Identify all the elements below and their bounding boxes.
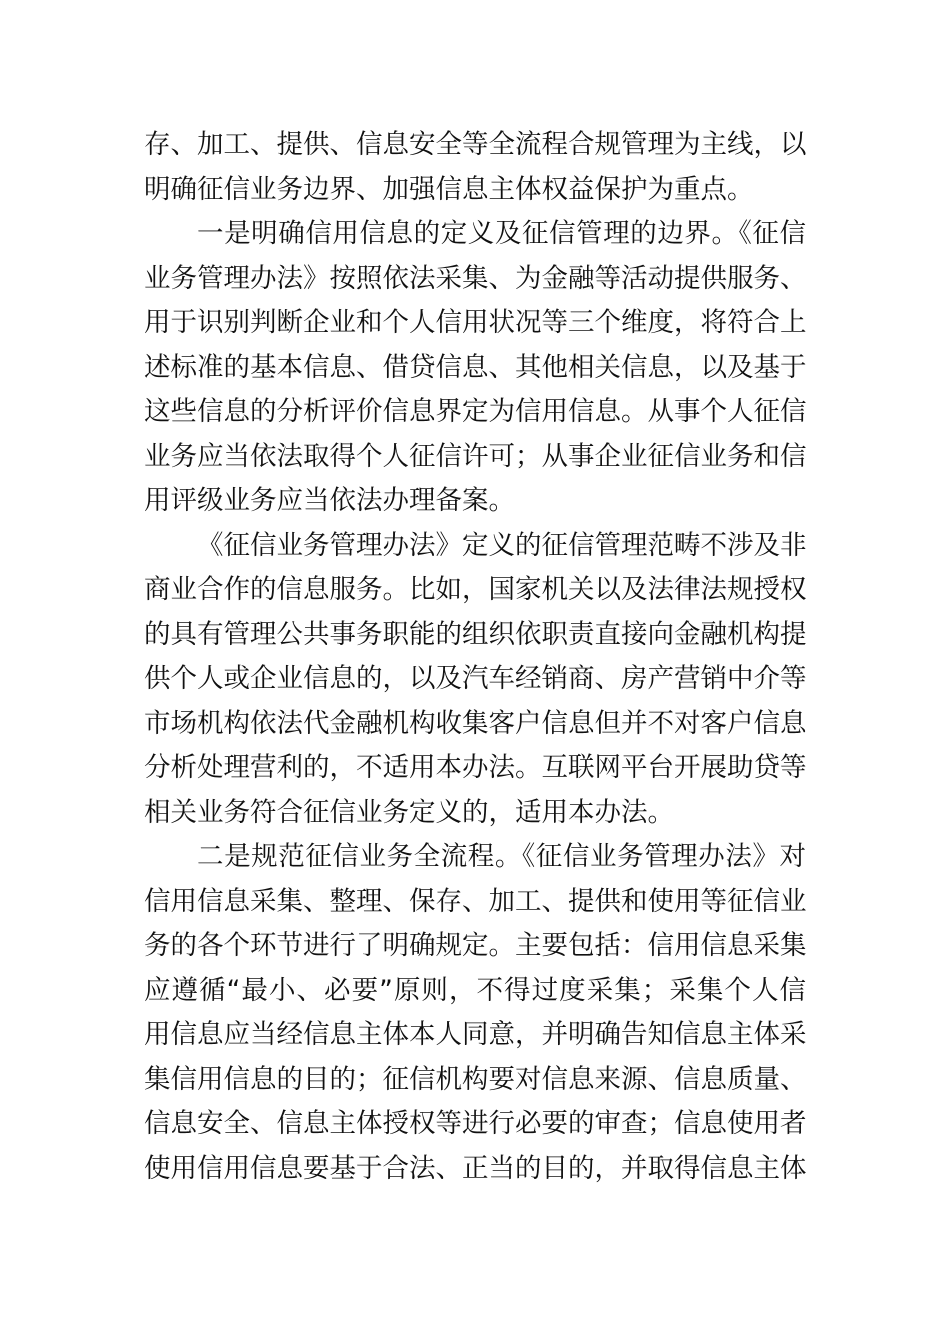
text-line: 用信息应当经信息主体本人同意，并明确告知信息主体采 (144, 1019, 807, 1050)
text-line: 二是规范征信业务全流程。《征信业务管理办法》对 (197, 841, 806, 872)
text-line: 相关业务符合征信业务定义的，适用本办法。 (144, 796, 674, 828)
text-line: 务的各个环节进行了明确规定。主要包括：信用信息采集 (144, 930, 807, 961)
text-line: 业务管理办法》按照依法采集、为金融等活动提供服务、 (144, 262, 807, 294)
text-line: 用于识别判断企业和个人信用状况等三个维度，将符合上 (144, 307, 807, 338)
text-line: 集信用信息的目的；征信机构要对信息来源、信息质量、 (144, 1063, 807, 1095)
text-line: 《征信业务管理办法》定义的征信管理范畴不涉及非 (197, 529, 807, 561)
text-line: 商业合作的信息服务。比如，国家机关以及法律法规授权 (144, 574, 807, 605)
text-line: 市场机构依法代金融机构收集客户信息但并不对客户信息 (144, 707, 807, 739)
text-line: 供个人或企业信息的，以及汽车经销商、房产营销中介等 (144, 663, 807, 694)
text-line: 的具有管理公共事务职能的组织依职责直接向金融机构提 (144, 618, 807, 650)
text-line: 信息安全、信息主体授权等进行必要的审查；信息使用者 (144, 1108, 807, 1139)
paragraph (144, 524, 806, 836)
text-line: 应遵循“最小、必要”原则，不得过度采集；采集个人信 (144, 974, 806, 1006)
paragraph (144, 212, 806, 524)
text-line: 明确征信业务边界、加强信息主体权益保护为重点。 (144, 173, 754, 205)
text-line: 信用信息采集、整理、保存、加工、提供和使用等征信业 (144, 885, 807, 917)
text-line: 业务应当依法取得个人征信许可；从事企业征信业务和信 (144, 440, 807, 472)
paragraph (144, 123, 806, 212)
text-line: 这些信息的分析评价信息界定为信用信息。从事个人征信 (144, 396, 807, 427)
text-line: 使用信用信息要基于合法、正当的目的，并取得信息主体 (144, 1152, 807, 1184)
body-text (144, 123, 806, 1191)
text-line: 述标准的基本信息、借贷信息、其他相关信息，以及基于 (144, 351, 807, 383)
paragraph (144, 835, 806, 1191)
text-line: 用评级业务应当依法办理备案。 (144, 485, 515, 516)
text-line: 存、加工、提供、信息安全等全流程合规管理为主线，以 (144, 129, 807, 160)
text-line: 分析处理营利的，不适用本办法。互联网平台开展助贷等 (144, 752, 807, 783)
text-line: 一是明确信用信息的定义及征信管理的边界。《征信 (197, 218, 806, 249)
